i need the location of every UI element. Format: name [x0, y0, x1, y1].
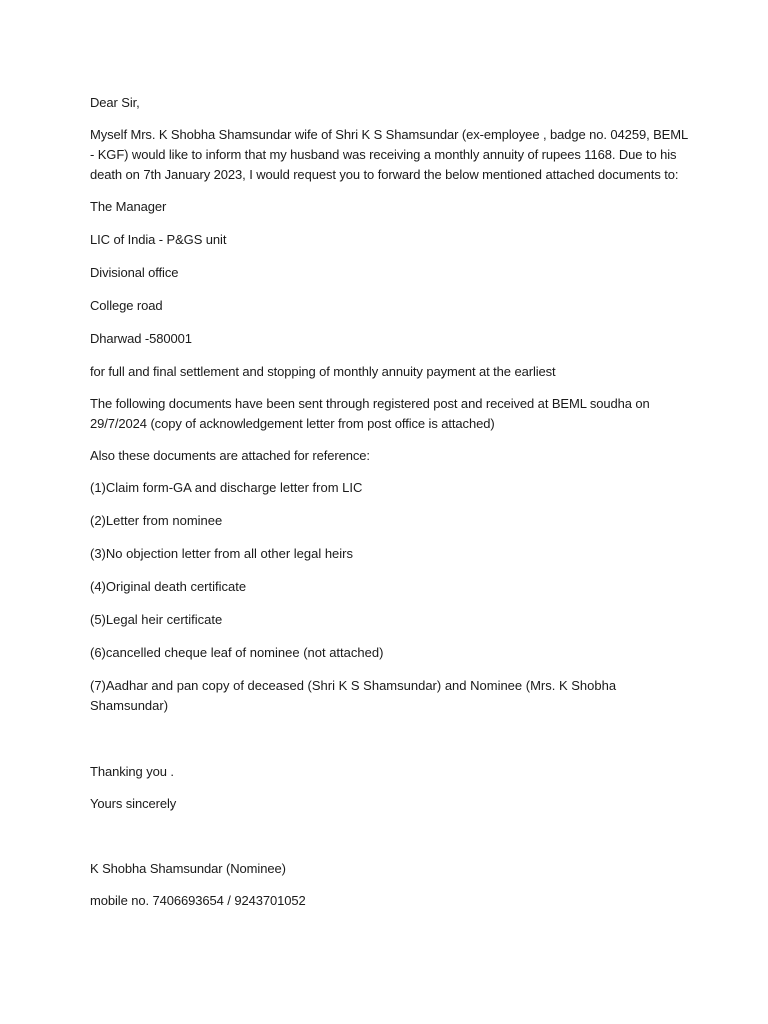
intro-paragraph: Myself Mrs. K Shobha Shamsundar wife of Shri K S Shamsundar (ex-employee , badge no. 04259, BEML - KGF) would like to inform that my husband was receiving a monthly annuity of rupees 1168. Due to his death on 7th January 2023, I would request you to forward the below mentioned attached documents to:	[90, 127, 688, 182]
recipient-address	[90, 197, 690, 349]
document-item: (4)Original death certificate	[90, 579, 247, 594]
mobile-number: mobile no. 7406693654 / 9243701052	[90, 893, 306, 908]
document-item: (5)Legal heir certificate	[90, 612, 223, 627]
thanks-line: Thanking you .	[90, 764, 174, 779]
document-item: (3)No objection letter from all other legal heirs	[90, 546, 354, 561]
document-list	[90, 478, 690, 716]
letter-body	[90, 93, 690, 923]
blank-line	[90, 729, 690, 762]
address-line-2: LIC of India - P&GS unit	[90, 232, 227, 247]
address-line-3: Divisional office	[90, 265, 179, 280]
purpose-paragraph: for full and final settlement and stopping of monthly annuity payment at the earliest	[90, 364, 556, 379]
signature-name: K Shobha Shamsundar (Nominee)	[90, 861, 286, 876]
sent-note-paragraph: The following documents have been sent through registered post and received at BEML soudha on 29/7/2024 (copy of acknowledgement letter from post office is attached)	[90, 396, 650, 431]
closing-line: Yours sincerely	[90, 796, 177, 811]
document-item: (7)Aadhar and pan copy of deceased (Shri K S Shamsundar) and Nominee (Mrs. K Shobha Shamsundar)	[90, 678, 617, 713]
document-item: (1)Claim form-GA and discharge letter from LIC	[90, 480, 363, 495]
address-line-5: Dharwad -580001	[90, 331, 192, 346]
also-attached-line: Also these documents are attached for reference:	[90, 448, 370, 463]
document-item: (6)cancelled cheque leaf of nominee (not attached)	[90, 645, 384, 660]
signature-space	[90, 826, 690, 859]
salutation: Dear Sir,	[90, 95, 140, 110]
address-line-4: College road	[90, 298, 163, 313]
address-line-1: The Manager	[90, 199, 167, 214]
document-item: (2)Letter from nominee	[90, 513, 223, 528]
